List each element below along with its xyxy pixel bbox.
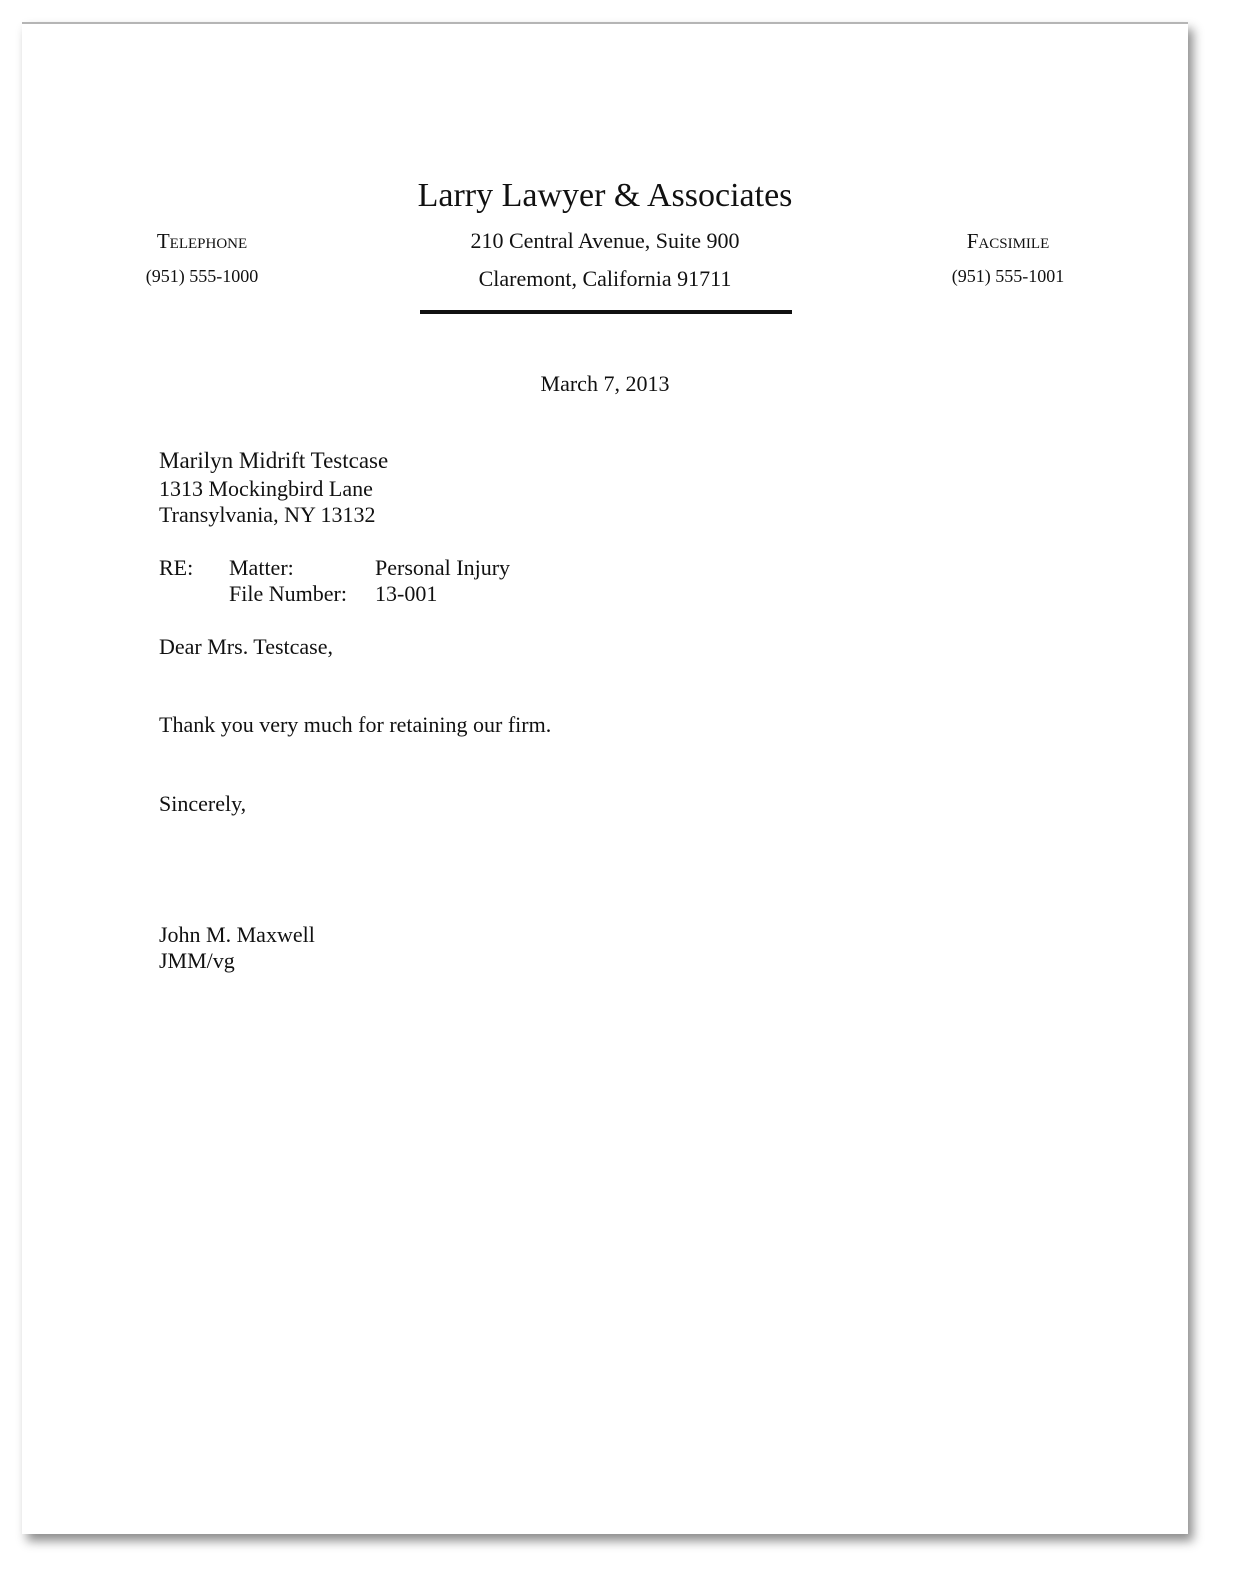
salutation: Dear Mrs. Testcase, xyxy=(159,634,333,659)
telephone-label: Telephone xyxy=(156,229,248,253)
address-line-2: Claremont, California 91711 xyxy=(478,266,732,291)
recipient-name: Marilyn Midrift Testcase xyxy=(159,448,389,473)
firm-name: Larry Lawyer & Associates xyxy=(417,177,793,214)
signer-name: John M. Maxwell xyxy=(159,922,315,947)
body-paragraph: Thank you very much for retaining our firm. xyxy=(159,712,552,737)
facsimile-label: Facsimile xyxy=(966,229,1050,253)
recipient-street: 1313 Mockingbird Lane xyxy=(159,476,373,501)
facsimile-number: (951) 555-1001 xyxy=(951,266,1065,286)
letter-page xyxy=(22,22,1188,1534)
letter-date: March 7, 2013 xyxy=(540,371,670,396)
closing: Sincerely, xyxy=(159,791,247,816)
matter-value: Personal Injury xyxy=(375,555,511,580)
letterhead-divider xyxy=(420,310,792,314)
address-line-1: 210 Central Avenue, Suite 900 xyxy=(470,228,740,253)
re-label: RE: xyxy=(159,555,194,580)
file-number-label: File Number: xyxy=(229,581,347,606)
file-number-value: 13-001 xyxy=(375,581,438,606)
matter-label: Matter: xyxy=(229,555,294,580)
typist-initials: JMM/vg xyxy=(159,948,235,973)
recipient-city: Transylvania, NY 13132 xyxy=(159,502,376,527)
telephone-number: (951) 555-1000 xyxy=(145,266,259,286)
